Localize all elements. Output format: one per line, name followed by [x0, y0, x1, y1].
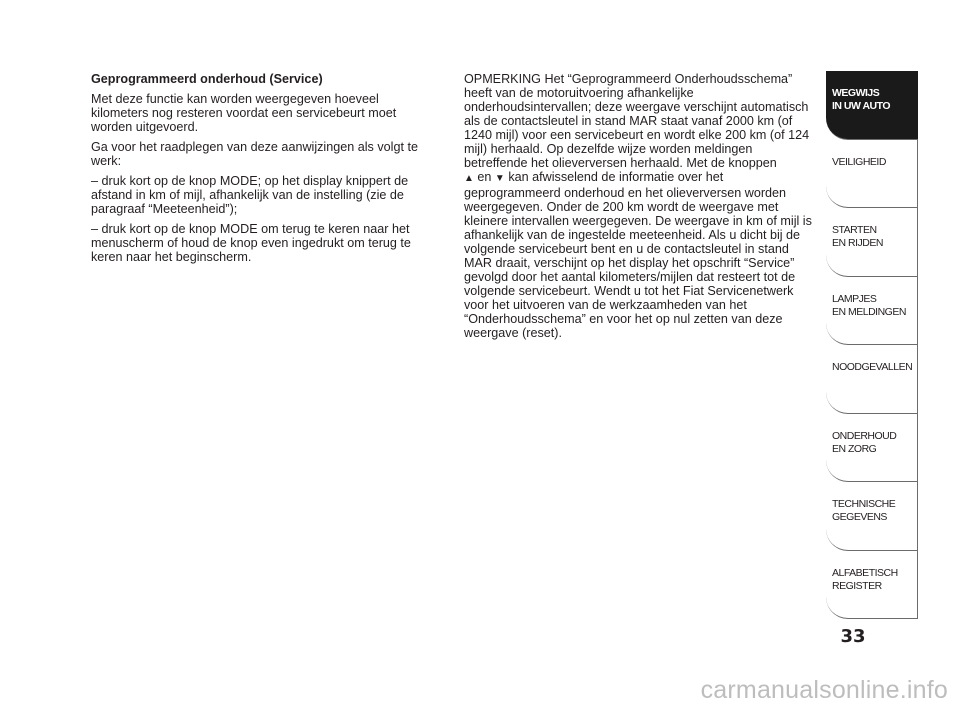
note-connector: en [473, 170, 495, 184]
tab-veiligheid[interactable] [826, 140, 918, 209]
section-heading: Geprogrammeerd onderhoud (Service) [91, 72, 323, 86]
up-arrow-icon: ▲ [464, 173, 474, 184]
left-column [91, 72, 436, 270]
tab-label: ALFABETISCH REGISTER [832, 566, 898, 592]
tab-noodgevallen[interactable] [826, 345, 918, 414]
step-paragraph-1: – druk kort op de knop MODE; op het display knippert de afstand in km of mijl, afhankelijk van de instelling (zie de paragraaf “Meeteenheid”); [91, 174, 409, 216]
tab-lampjes[interactable] [826, 277, 918, 346]
right-column [464, 72, 816, 340]
tab-label: WEGWIJS IN UW AUTO [832, 87, 890, 112]
intro-paragraph: Met deze functie kan worden weergegeven hoeveel kilometers nog resteren voordat een servicebeurt moet worden uitgevoerd. [91, 92, 397, 134]
step-paragraph-2: – druk kort op de knop MODE om terug te keren naar het menuscherm of houd de knop even ingedrukt om terug te keren naar het beginscherm. [91, 222, 411, 264]
tab-alfabetisch[interactable] [826, 551, 918, 620]
tab-starten[interactable] [826, 208, 918, 277]
note-text-part1: OPMERKING Het “Geprogrammeerd Onderhoudsschema” heeft van de motoruitvoering afhankelijke onderhoudsintervallen; deze weergave verschijnt automatisch als de contactsleutel in stand MAR staat vanaf 2000 km (of 1240 mijl) voor een servicebeurt en wordt elke 200 km (of 124 mijl) herhaald. Op dezelfde wijze worden meldingen betreffende het olieverversen herhaald. Met de knoppen [464, 72, 810, 170]
chapter-tabs [826, 71, 918, 619]
tab-label: LAMPJES EN MELDINGEN [832, 292, 906, 318]
tab-wegwijs[interactable] [826, 71, 918, 140]
instruction-paragraph: Ga voor het raadplegen van deze aanwijzingen als volgt te werk: [91, 140, 418, 168]
tab-label: NOODGEVALLEN [832, 361, 913, 373]
note-text-part2: kan afwisselend de informatie over het geprogrammeerd onderhoud en het olieverversen worden weergegeven. Onder de 200 km wordt de weergave met kleinere intervallen weergegeven. De weergave in km of mijl is afhankelijk van de ingestelde meeteenheid. Als u dicht bij de volgende servicebeurt bent en u de contactsleutel in stand MAR draait, verschijnt op het display het opschrift “Service” gevolgd door het aantal kilometers/mijlen dat resteert tot de volgende servicebeurt. Wendt u tot het Fiat Servicenetwerk voor het uitvoeren van de werkzaamheden van het “Onderhoudsschema” en voor het op nul zetten van deze weergave (reset). [464, 170, 812, 340]
note-paragraph [464, 72, 816, 340]
watermark: carmanualsonline.info [700, 676, 948, 704]
tab-technische[interactable] [826, 482, 918, 551]
tab-label: STARTEN EN RIJDEN [832, 224, 883, 249]
tab-onderhoud[interactable] [826, 414, 918, 483]
tab-label: ONDERHOUD EN ZORG [832, 429, 897, 455]
tab-label: VEILIGHEID [832, 155, 886, 168]
tab-label: TECHNISCHE GEGEVENS [832, 498, 896, 523]
page-number: 33 [840, 626, 866, 647]
down-arrow-icon: ▼ [494, 173, 505, 184]
